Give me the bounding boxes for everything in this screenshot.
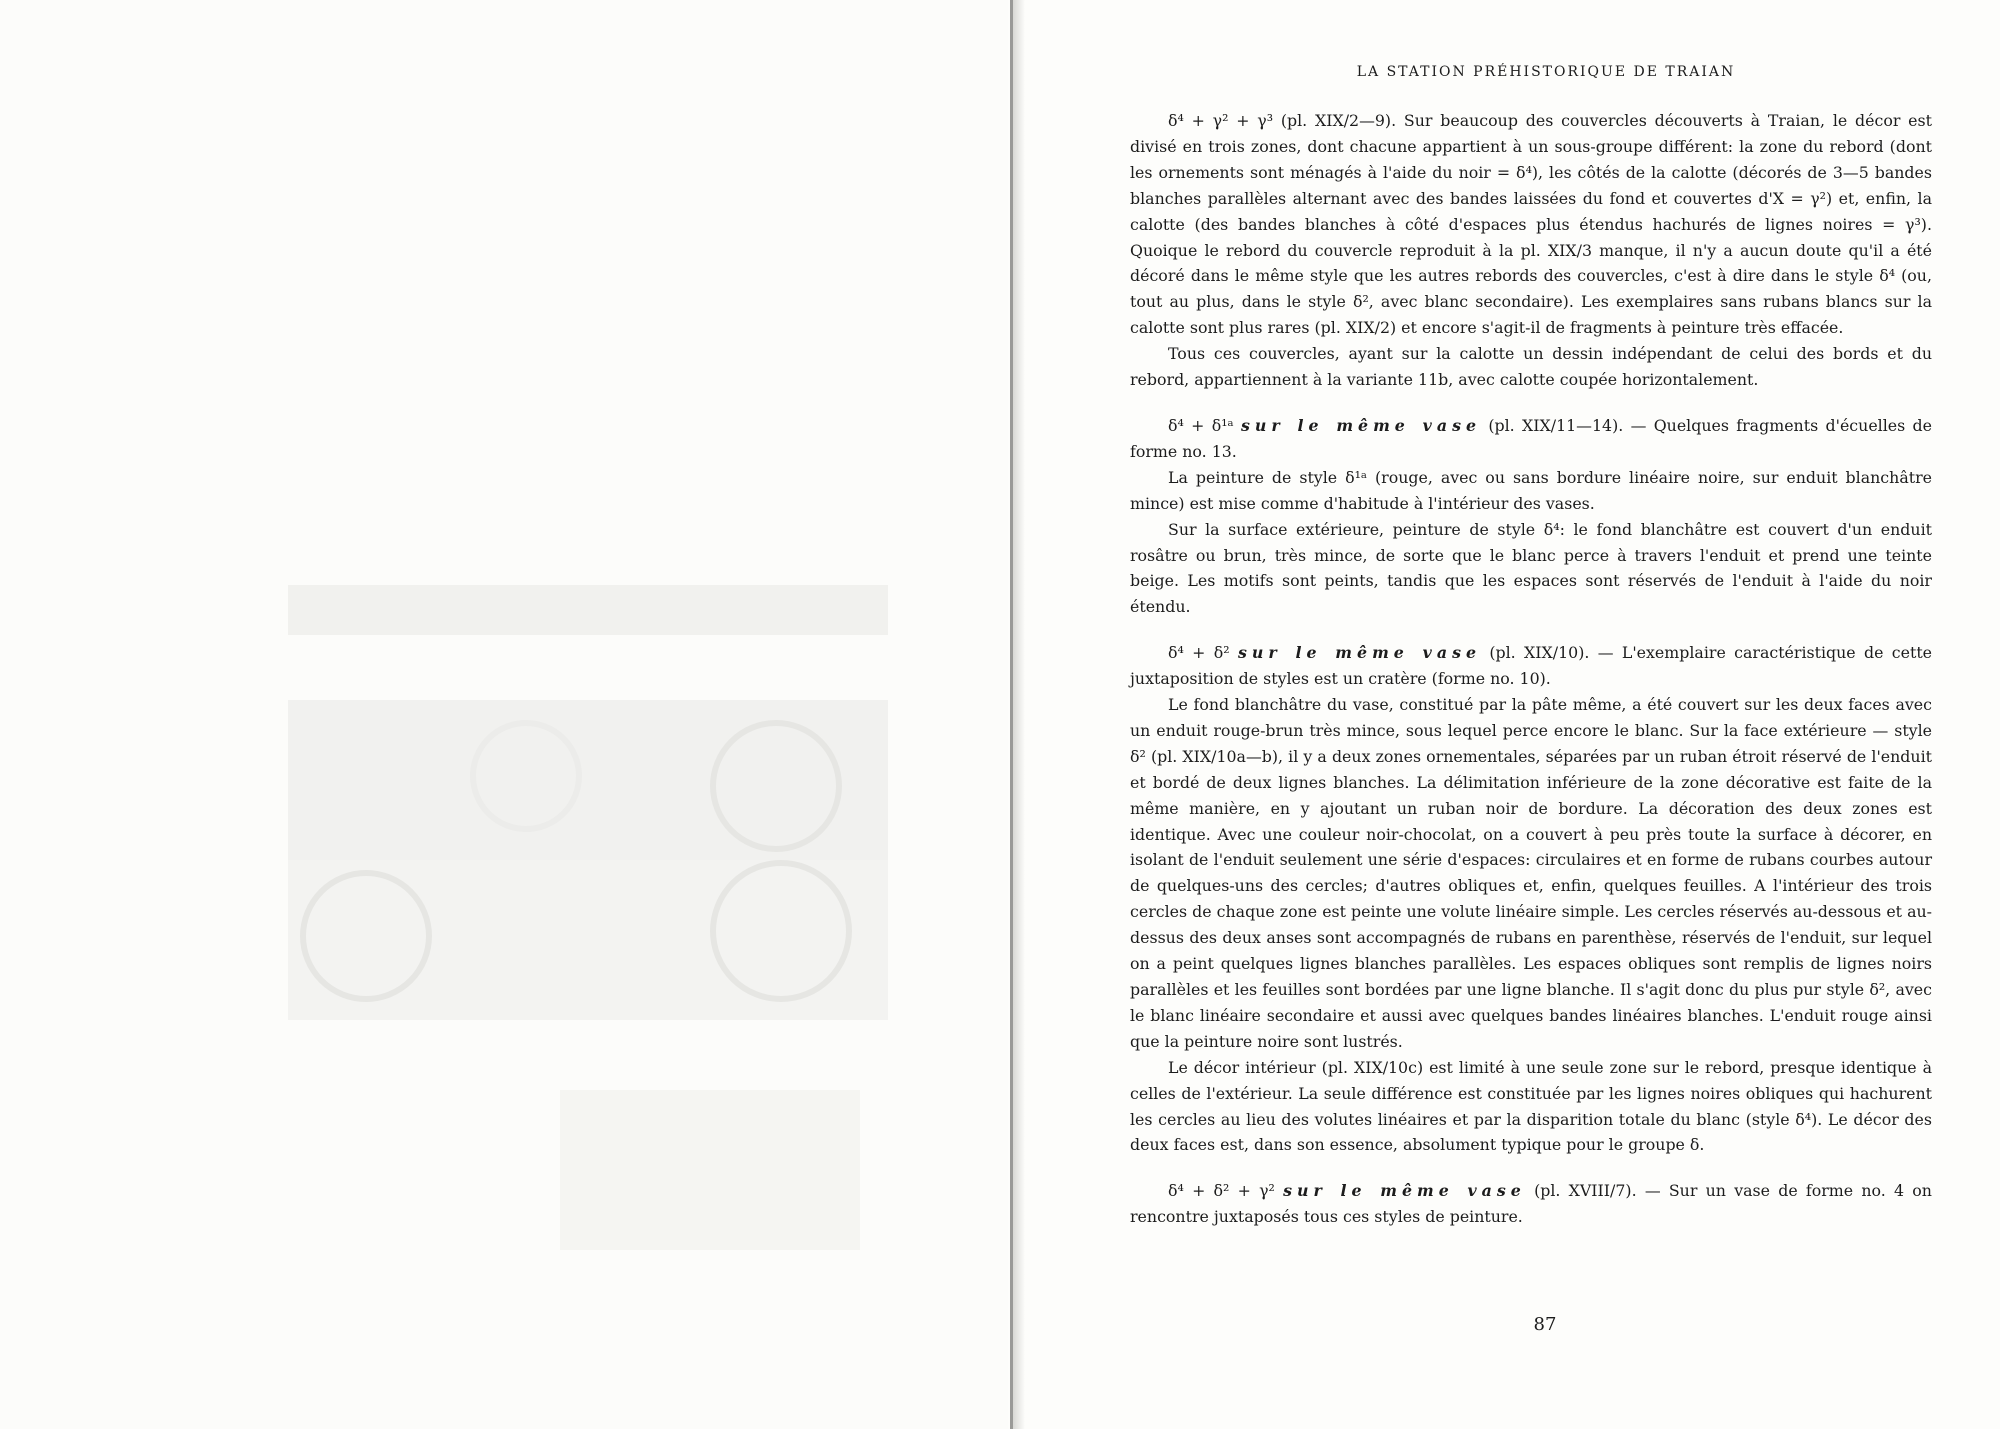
style-formula: δ⁴ + δ² (1168, 643, 1230, 663)
running-head: LA STATION PRÉHISTORIQUE DE TRAIAN (1356, 64, 1736, 80)
spaced-heading: sur le même vase (1283, 1181, 1526, 1201)
section-heading-paragraph (1130, 640, 1932, 692)
style-formula: δ⁴ + δ¹ᵃ (1168, 415, 1234, 435)
paragraph: Sur la surface extérieure, peinture de style δ⁴: le fond blanchâtre est couvert d'un enduit rosâtre ou brun, très mince, de sorte que le blanc perce à travers l'enduit et prend une teinte beige. Les motifs sont peints, tandis que les espaces sont réservés de l'enduit à l'aide du noir étendu. (1130, 519, 1932, 617)
right-page (1130, 64, 1933, 1335)
paragraph: Le décor intérieur (pl. XIX/10c) est limité à une seule zone sur le rebord, presque identique à celles de l'extérieur. La seule différence est constituée par les lignes noires obliques qui hachurent les cercles au lieu des volutes linéaires et par la disparition totale du blanc (style δ⁴). Le décor des deux faces est, dans son essence, absolument typique pour le groupe δ. (1130, 1057, 1932, 1155)
paragraph: Le fond blanchâtre du vase, constitué par la pâte même, a été couvert sur les deux faces avec un enduit rouge-brun très mince, sous lequel perce encore le blanc. Sur la face extérieure — style δ² (pl. XIX/10a—b), il y a deux zones ornementales, séparées par un ruban étroit réservé de l'enduit et bordé de deux lignes blanches. La délimitation inférieure de la zone décorative est faite de la même manière, en y ajoutant un ruban noir de bordure. La décoration des deux zones est identique. Avec une couleur noir-chocolat, on a couvert à peu près toute la surface à décorer, en isolant de l'enduit seulement une série d'espaces: circulaires et en forme de rubans courbes autour de quelques-uns des cercles; d'autres obliques et, enfin, quelques feuilles. A l'intérieur des trois cercles de chaque zone est peinte une volute linéaire simple. Les cercles réservés au-dessous et au-dessus des deux anses sont accompagnés de rubans en parenthèse, réservés de l'enduit, sur lequel on a peint quelques lignes blanches parallèles. Les espaces obliques sont remplis de lignes noirs parallèles et les feuilles sont bordées par une ligne blanche. Il s'agit donc du plus pur style δ², avec le blanc linéaire secondaire et aussi avec quelques bandes linéaires blanches. L'enduit rouge ainsi que la peinture noire sont lustrés. (1130, 695, 1932, 1051)
paragraph-text: (pl. XVIII/7). — Sur un vase de forme no. 4 on rencontre juxtaposés tous ces styles de peinture. (1130, 1181, 1932, 1227)
spaced-heading: sur le même vase (1237, 643, 1482, 663)
section-heading-paragraph (1130, 413, 1932, 465)
gutter-shadow (1013, 0, 1025, 1429)
section-heading-paragraph (1130, 1178, 1932, 1230)
show-through-circle (470, 720, 582, 832)
style-formula: δ⁴ + δ² + γ² (1168, 1181, 1275, 1201)
show-through-strip (560, 1090, 860, 1250)
paragraph: δ⁴ + γ² + γ³ (pl. XIX/2—9). Sur beaucoup des couvercles découverts à Traian, le décor est divisé en trois zones, dont chacune appartient à un sous-groupe différent: la zone du rebord (dont les ornements sont ménagés à l'aide du noir = δ⁴), les côtés de la calotte (décorés de 3—5 bandes blanches parallèles alternant avec des bandes laissées du fond et couvertes d'X = γ²) et, enfin, la calotte (des bandes blanches à côté d'espaces plus étendus hachurés de lignes noires = γ³). Quoique le rebord du couvercle reproduit à la pl. XIX/3 manque, il n'y a aucun doute qu'il a été décoré dans le même style que les autres rebords des couvercles, c'est à dire dans le style δ⁴ (ou, tout au plus, dans le style δ², avec blanc secondaire). Les exemplaires sans rubans blancs sur la calotte sont plus rares (pl. XIX/2) et encore s'agit-il de fragments à peinture très effacée. (1130, 111, 1932, 338)
show-through-strip (288, 585, 888, 635)
paragraph: La peinture de style δ¹ᵃ (rouge, avec ou sans bordure linéaire noire, sur enduit blanchâtre mince) est mise comme d'habitude à l'intérieur des vases. (1130, 467, 1932, 513)
spaced-heading: sur le même vase (1240, 415, 1482, 435)
paragraph-text: (pl. XIX/10). — L'exemplaire caractéristique de cette juxtaposition de styles est un cratère (forme no. 10). (1130, 643, 1933, 689)
paragraph: Tous ces couvercles, ayant sur la calotte un dessin indépendant de celui des bords et du rebord, appartiennent à la variante 11b, avec calotte coupée horizontalement. (1130, 344, 1932, 390)
page-number: 87 (1533, 1314, 1557, 1335)
show-through-circle (300, 870, 432, 1002)
paragraph-text: (pl. XIX/11—14). — Quelques fragments d'écuelles de forme no. 13. (1130, 415, 1933, 461)
show-through-circle (710, 720, 842, 852)
show-through-circle (710, 860, 852, 1002)
